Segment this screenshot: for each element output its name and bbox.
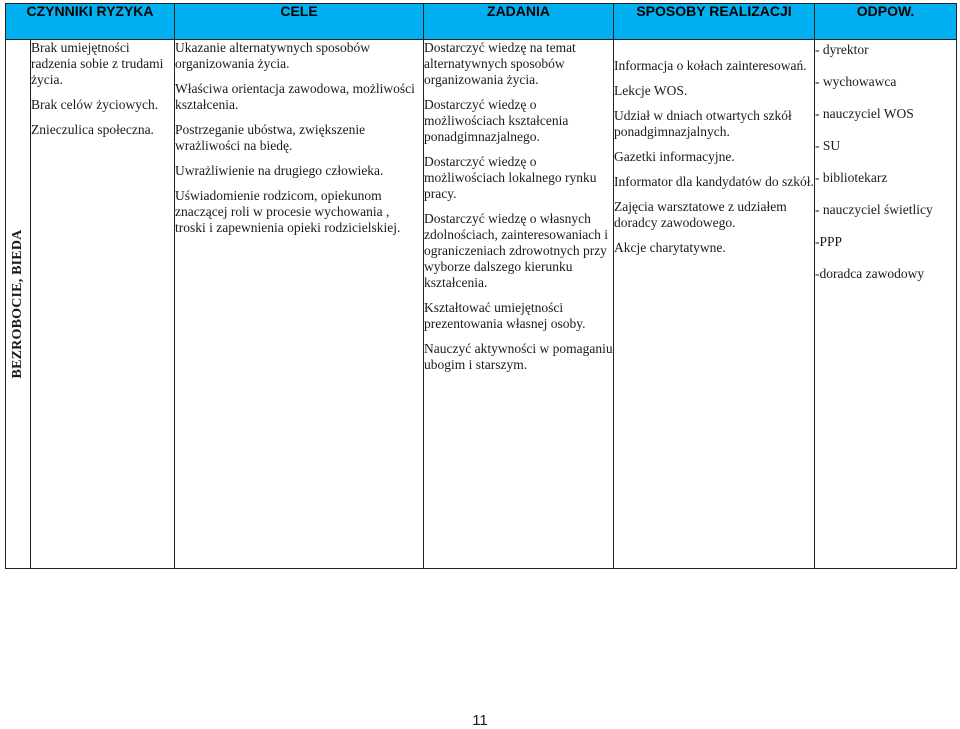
content-row: [6, 40, 957, 569]
method-item: Zajęcia warsztatowe z udziałem doradcy zawodowego.: [614, 199, 787, 230]
responsible-cell: [815, 40, 957, 569]
method-item: Udział w dniach otwartych szkół ponadgimnazjalnych.: [614, 108, 792, 139]
task-item: Dostarczyć wiedzę o własnych zdolnościach, zainteresowaniach i ograniczeniach zdrowotnych przy wyborze dalszego kierunku kształcenia.: [424, 211, 609, 290]
responsible-item: - dyrektor: [815, 42, 869, 57]
methods-cell: [614, 40, 815, 569]
header-responsible: ODPOW.: [815, 4, 957, 40]
method-item: Lekcje WOS.: [614, 83, 688, 98]
risk-factor-item: Brak celów życiowych.: [31, 97, 159, 112]
goal-item: Ukazanie alternatywnych sposobów organizowania życia.: [175, 40, 370, 71]
goals-cell: [175, 40, 424, 569]
task-item: Dostarczyć wiedzę o możliwościach kształcenia ponadgimnazjalnego.: [424, 97, 569, 144]
responsible-item: -doradca zawodowy: [815, 266, 925, 281]
educational-plan-table: [5, 3, 957, 569]
header-risk-factors: CZYNNIKI RYZYKA: [6, 4, 175, 40]
goal-item: Uświadomienie rodzicom, opiekunom znaczącej roli w procesie wychowania , troski i zapewnienia opieki rodzicielskiej.: [175, 188, 401, 235]
responsible-item: - bibliotekarz: [815, 170, 888, 185]
responsible-item: - nauczyciel świetlicy: [815, 202, 933, 217]
task-item: Kształtować umiejętności prezentowania własnej osoby.: [424, 300, 586, 331]
tasks-cell: [424, 40, 614, 569]
task-item: Dostarczyć wiedzę o możliwościach lokalnego rynku pracy.: [424, 154, 597, 201]
goal-item: Postrzeganie ubóstwa, zwiększenie wrażliwości na biedę.: [175, 122, 366, 153]
goal-item: Właściwa orientacja zawodowa, możliwości kształcenia.: [175, 81, 415, 112]
method-item: Informacja o kołach zainteresowań.: [614, 58, 807, 73]
header-methods: SPOSOBY REALIZACJI: [614, 4, 815, 40]
risk-factor-item: Znieczulica społeczna.: [31, 122, 154, 137]
header-tasks: ZADANIA: [424, 4, 614, 40]
goal-item: Uwrażliwienie na drugiego człowieka.: [175, 163, 384, 178]
responsible-item: -PPP: [815, 234, 843, 249]
method-item: Akcje charytatywne.: [614, 240, 726, 255]
header-goals: CELE: [175, 4, 424, 40]
task-item: Dostarczyć wiedzę na temat alternatywnych sposobów organizowania życia.: [424, 40, 576, 87]
header-row: [6, 4, 957, 40]
method-item: Gazetki informacyjne.: [614, 149, 735, 164]
section-label: BEZROBOCIE, BIEDA: [10, 229, 25, 379]
responsible-item: - SU: [815, 138, 841, 153]
risk-factors-cell: [31, 40, 175, 569]
page-number: 11: [472, 712, 488, 729]
responsible-item: - nauczyciel WOS: [815, 106, 914, 121]
task-item: Nauczyć aktywności w pomaganiu ubogim i starszym.: [424, 341, 613, 372]
method-item: Informator dla kandydatów do szkół.: [614, 174, 814, 189]
section-label-cell: [6, 40, 31, 569]
responsible-item: - wychowawca: [815, 74, 897, 89]
risk-factor-item: Brak umiejętności radzenia sobie z trudami życia.: [31, 40, 164, 87]
